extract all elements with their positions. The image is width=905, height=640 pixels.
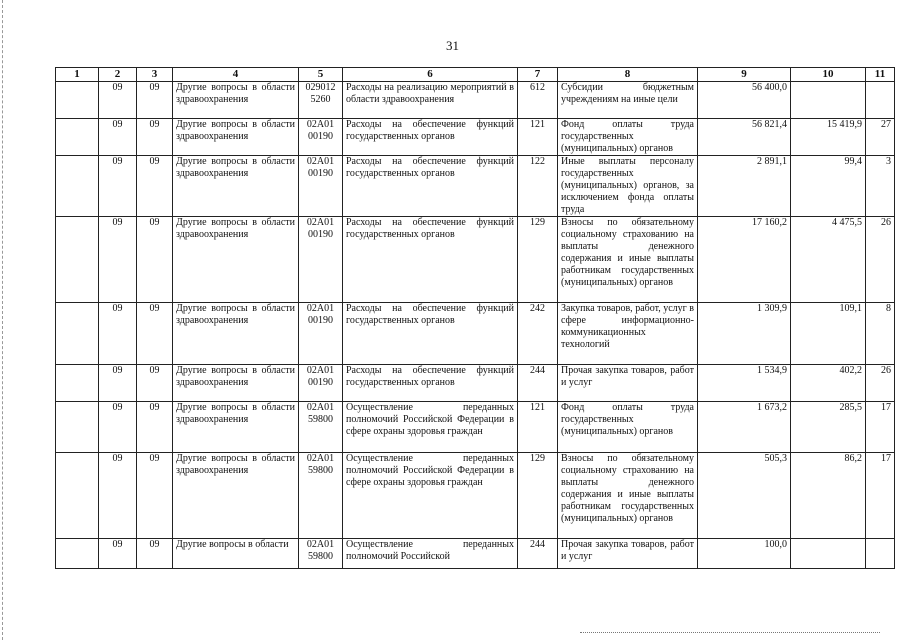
table-cell-col-2: 09 [99,217,137,303]
table-cell-col-5: 02А01 00190 [299,156,343,217]
table-cell-col-1 [56,453,99,539]
table-cell-col-7: 242 [518,303,558,365]
table-cell-col-7: 121 [518,119,558,156]
table-cell-col-2: 09 [99,453,137,539]
table-cell-col-6: Осуществление переданных полномочий Российской Федерации в сфере охраны здоровья граждан [343,453,518,539]
column-header: 8 [558,68,698,82]
table-row [56,402,895,453]
table-cell-col-2: 09 [99,119,137,156]
table-cell-col-11 [866,82,895,119]
table-cell-col-5: 02А01 59800 [299,539,343,569]
table-cell-col-1 [56,119,99,156]
table-cell-col-10: 15 419,9 [791,119,866,156]
table-cell-col-6: Расходы на обеспечение функций государственных органов [343,217,518,303]
table-cell-col-10: 285,5 [791,402,866,453]
table-cell-col-5: 02А01 00190 [299,217,343,303]
table-cell-col-5: 02А01 00190 [299,303,343,365]
table-cell-col-11: 26 [866,217,895,303]
table-cell-col-6: Расходы на обеспечение функций государственных органов [343,119,518,156]
table-cell-col-5: 02А01 59800 [299,453,343,539]
table-cell-col-1 [56,156,99,217]
column-header: 10 [791,68,866,82]
table-cell-col-6: Осуществление переданных полномочий Российской [343,539,518,569]
table-row [56,453,895,539]
table-row [56,539,895,569]
table-cell-col-10: 109,1 [791,303,866,365]
table-cell-col-7: 244 [518,539,558,569]
table-cell-col-1 [56,402,99,453]
table-cell-col-3: 09 [137,303,173,365]
table-cell-col-1 [56,539,99,569]
table-cell-col-3: 09 [137,402,173,453]
table-cell-col-3: 09 [137,119,173,156]
table-cell-col-7: 121 [518,402,558,453]
table-cell-col-6: Осуществление переданных полномочий Российской Федерации в сфере охраны здоровья граждан [343,402,518,453]
table-cell-col-11: 8 [866,303,895,365]
table-cell-col-9: 1 309,9 [698,303,791,365]
column-header: 2 [99,68,137,82]
table-cell-col-9: 1 534,9 [698,365,791,402]
table-cell-col-2: 09 [99,82,137,119]
table-cell-col-4: Другие вопросы в области здравоохранения [173,303,299,365]
table-cell-col-10: 99,4 [791,156,866,217]
column-header: 3 [137,68,173,82]
table-cell-col-2: 09 [99,402,137,453]
table-cell-col-7: 244 [518,365,558,402]
table-cell-col-10: 402,2 [791,365,866,402]
table-cell-col-10: 86,2 [791,453,866,539]
table-cell-col-5: 029012 5260 [299,82,343,119]
table-cell-col-1 [56,365,99,402]
table-cell-col-8: Взносы по обязательному социальному страхованию на выплаты денежного содержания и иные выплаты работникам государственных (муниципальных) органов [558,217,698,303]
table-row [56,119,895,156]
table-cell-col-6: Расходы на обеспечение функций государственных органов [343,303,518,365]
column-header: 11 [866,68,895,82]
table-cell-col-2: 09 [99,303,137,365]
table-cell-col-1 [56,82,99,119]
table-cell-col-11: 17 [866,453,895,539]
table-cell-col-3: 09 [137,82,173,119]
table-cell-col-8: Прочая закупка товаров, работ и услуг [558,539,698,569]
table-cell-col-11: 27 [866,119,895,156]
table-cell-col-6: Расходы на обеспечение функций государственных органов [343,365,518,402]
table-row [56,82,895,119]
table-cell-col-2: 09 [99,365,137,402]
table-cell-col-9: 56 821,4 [698,119,791,156]
table-cell-col-9: 17 160,2 [698,217,791,303]
table-cell-col-10 [791,82,866,119]
table-row [56,365,895,402]
table-cell-col-11: 17 [866,402,895,453]
table-cell-col-11: 3 [866,156,895,217]
table-cell-col-3: 09 [137,217,173,303]
table-cell-col-3: 09 [137,365,173,402]
table-cell-col-1 [56,217,99,303]
left-margin-rule [2,0,3,640]
column-header: 6 [343,68,518,82]
table-cell-col-5: 02А01 00190 [299,365,343,402]
table-cell-col-2: 09 [99,156,137,217]
table-cell-col-6: Расходы на реализацию мероприятий в области здравоохранения [343,82,518,119]
table-cell-col-5: 02А01 00190 [299,119,343,156]
table-cell-col-7: 129 [518,453,558,539]
table-cell-col-2: 09 [99,539,137,569]
table-cell-col-10 [791,539,866,569]
table-cell-col-6: Расходы на обеспечение функций государственных органов [343,156,518,217]
table-cell-col-11: 26 [866,365,895,402]
column-header: 7 [518,68,558,82]
table-cell-col-9: 1 673,2 [698,402,791,453]
table-cell-col-4: Другие вопросы в области здравоохранения [173,119,299,156]
table-cell-col-5: 02А01 59800 [299,402,343,453]
table-cell-col-4: Другие вопросы в области здравоохранения [173,402,299,453]
table-cell-col-7: 122 [518,156,558,217]
table-cell-col-3: 09 [137,156,173,217]
column-header: 5 [299,68,343,82]
table-cell-col-7: 129 [518,217,558,303]
table-cell-col-4: Другие вопросы в области здравоохранения [173,453,299,539]
table-cell-col-4: Другие вопросы в области здравоохранения [173,365,299,402]
table-row [56,303,895,365]
table-cell-col-9: 100,0 [698,539,791,569]
table-cell-col-9: 505,3 [698,453,791,539]
table-cell-col-4: Другие вопросы в области [173,539,299,569]
column-header: 4 [173,68,299,82]
table-cell-col-4: Другие вопросы в области здравоохранения [173,82,299,119]
table-cell-col-8: Субсидии бюджетным учреждениям на иные цели [558,82,698,119]
table-cell-col-8: Взносы по обязательному социальному страхованию на выплаты денежного содержания и иные выплаты работникам государственных (муниципальных) органов [558,453,698,539]
bottom-scan-marks [580,632,880,633]
table-cell-col-8: Прочая закупка товаров, работ и услуг [558,365,698,402]
column-header: 1 [56,68,99,82]
table-cell-col-1 [56,303,99,365]
table-cell-col-4: Другие вопросы в области здравоохранения [173,217,299,303]
table-cell-col-10: 4 475,5 [791,217,866,303]
table-cell-col-8: Фонд оплаты труда государственных (муниципальных) органов [558,402,698,453]
column-header: 9 [698,68,791,82]
table-cell-col-3: 09 [137,453,173,539]
table-cell-col-4: Другие вопросы в области здравоохранения [173,156,299,217]
page-number: 31 [446,38,459,53]
table-cell-col-8: Фонд оплаты труда государственных (муниципальных) органов [558,119,698,156]
budget-table [55,67,895,569]
table-cell-col-7: 612 [518,82,558,119]
table-cell-col-8: Закупка товаров, работ, услуг в сфере информационно-коммуникационных технологий [558,303,698,365]
header-row [56,68,895,82]
table-row [56,156,895,217]
table-cell-col-8: Иные выплаты персоналу государственных (муниципальных) органов, за исключением фонда оплаты труда [558,156,698,217]
table-cell-col-3: 09 [137,539,173,569]
table-cell-col-9: 56 400,0 [698,82,791,119]
table-row [56,217,895,303]
table-cell-col-9: 2 891,1 [698,156,791,217]
table-cell-col-11 [866,539,895,569]
